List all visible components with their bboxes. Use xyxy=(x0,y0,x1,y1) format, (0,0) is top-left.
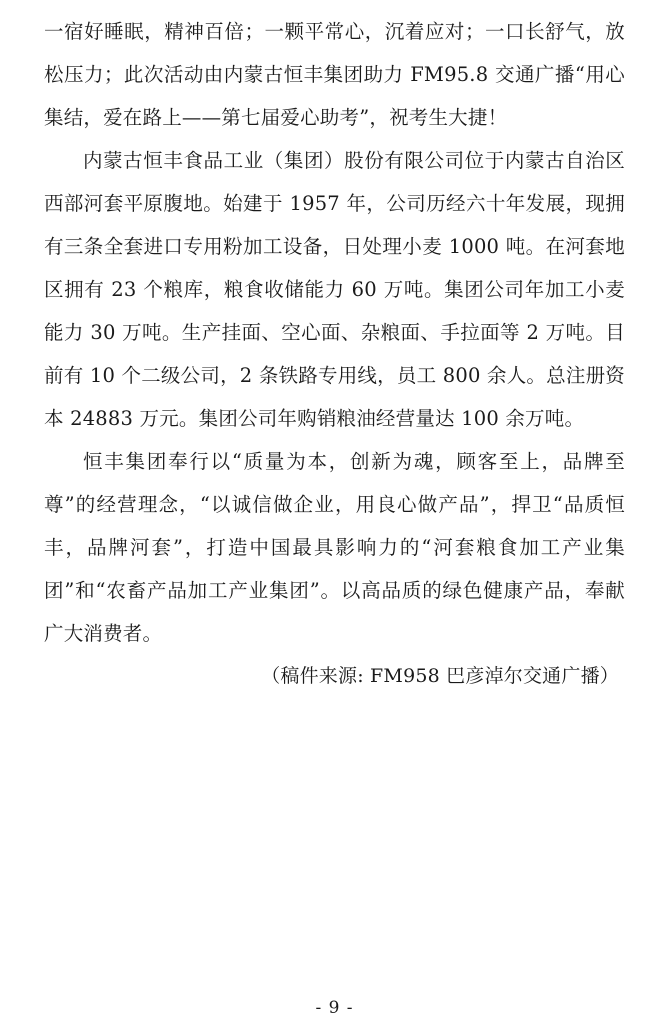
source-attribution: （稿件来源: FM958 巴彦淖尔交通广播） xyxy=(261,665,619,687)
paragraph-company-philosophy: 恒丰集团奉行以“质量为本，创新为魂，顾客至上，品牌至尊”的经营理念，“以诚信做企业，用良心做产品”，捍卫“品质恒丰，品牌河套”，打造中国最具影响力的“河套粮食加工产业集团”和“农畜产品加工产业集团”。以高品质的绿色健康产品，奉献广大消费者。 xyxy=(44,450,625,645)
document-body xyxy=(44,10,625,698)
paragraph-company-profile: 内蒙古恒丰食品工业（集团）股份有限公司位于内蒙古自治区西部河套平原腹地。始建于 1957 年，公司历经六十年发展，现拥有三条全套进口专用粉加工设备，日处理小麦 1000 吨。在河套地区拥有 23 个粮库，粮食收储能力 60 万吨。集团公司年加工小麦能力 30 万吨。生产挂面、空心面、杂粮面、手拉面等 2 万吨。目前有 10 个二级公司，2 条铁路专用线，员工 800 余人。总注册资本 24883 万元。集团公司年购销粮油经营量达 100 余万吨。 xyxy=(44,149,625,430)
paragraph-continuation: 一宿好睡眠，精神百倍；一颗平常心，沉着应对；一口长舒气，放松压力；此次活动由内蒙古恒丰集团助力 FM95.8 交通广播“用心集结，爱在路上——第七届爱心助考”，祝考生大捷！ xyxy=(44,20,625,129)
page-number: - 9 - xyxy=(315,998,354,1018)
